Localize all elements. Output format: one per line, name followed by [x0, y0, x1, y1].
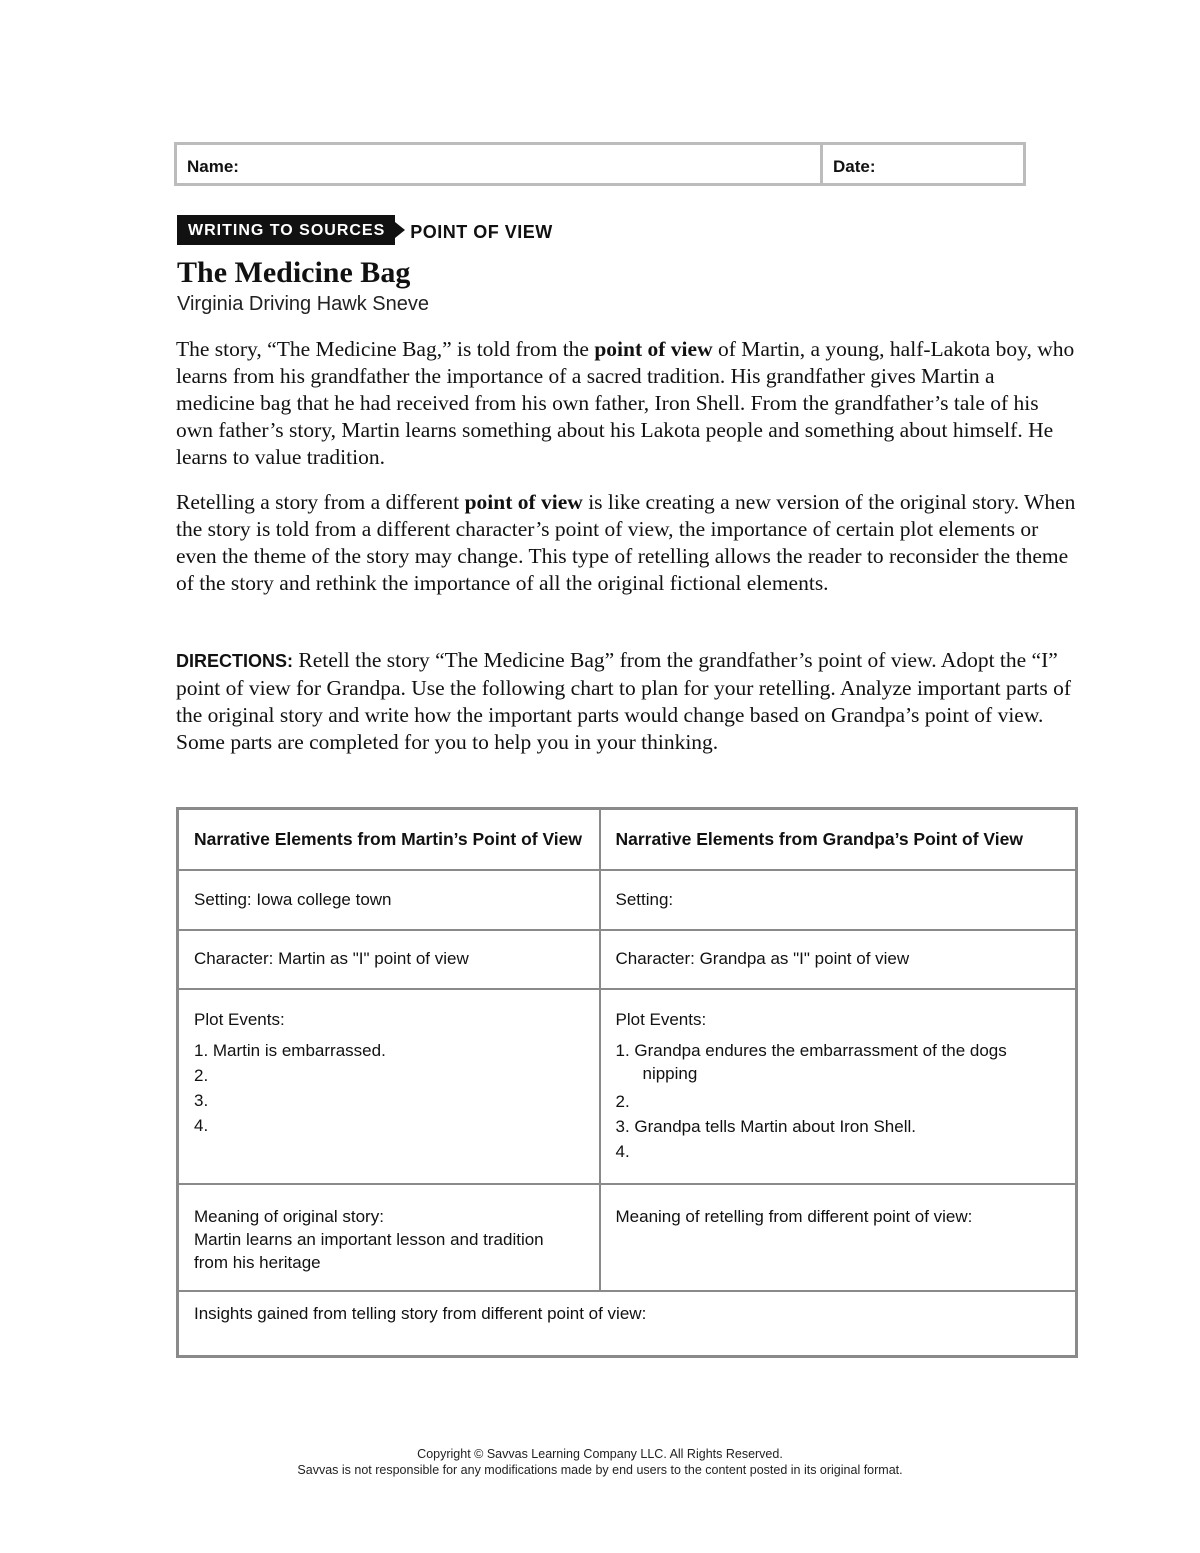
section-banner [177, 215, 553, 245]
directions-text: Retell the story “The Medicine Bag” from the grandfather’s point of view. Adopt the “I” point of view for Grandpa. Use the following chart to plan for your retelling. Analyze important parts of the original story and write how the important parts would change based on Grandpa’s point of view. Some parts are completed for you to help you in your thinking. [176, 648, 1071, 754]
meaning-original-line-1: Martin learns an important lesson and tradition [194, 1229, 544, 1249]
retelling-paragraph [176, 489, 1076, 597]
header-grandpa: Narrative Elements from Grandpa’s Point of View [600, 809, 1077, 870]
plot-left-item-4: 4. [194, 1115, 209, 1135]
setting-martin: Setting: Iowa college town [178, 870, 600, 930]
character-row [178, 930, 1077, 989]
plot-martin[interactable] [178, 989, 600, 1184]
character-grandpa: Character: Grandpa as "I" point of view [600, 930, 1077, 989]
disclaimer-line: Savvas is not responsible for any modifications made by end users to the content posted in its original format. [297, 1463, 903, 1477]
intro-text-b: of Martin, a young, half-Lakota boy, who learns from his grandfather the importance of a sacred tradition. His grandfather gives Martin a medicine bag that he had received from his own father, Iron Shell. From the grandfather’s tale of his own father’s story, Martin learns something about his Lakota people and something about himself. He learns to value tradition. [176, 337, 1075, 469]
plot-grandpa[interactable] [600, 989, 1077, 1184]
plot-left-item-3: 3. [194, 1090, 209, 1110]
meaning-original [178, 1184, 600, 1291]
copyright-line: Copyright © Savvas Learning Company LLC. All Rights Reserved. [417, 1447, 783, 1461]
retelling-text-a: Retelling a story from a different [176, 490, 465, 514]
name-label: Name: [187, 157, 239, 176]
banner-topic: POINT OF VIEW [410, 221, 553, 242]
header-martin: Narrative Elements from Martin’s Point of View [178, 809, 600, 870]
setting-row [178, 870, 1077, 930]
meaning-original-label: Meaning of original story: [194, 1206, 384, 1226]
plot-right-item-2: 2. [615, 1091, 630, 1111]
retelling-text-b: is like creating a new version of the original story. When the story is told from a different character’s point of view, the importance of certain plot elements or even the theme of the story may change. This type of retelling allows the reader to reconsider the theme of the story and rethink the importance of all the original fictional elements. [176, 490, 1076, 595]
plot-left-item-2: 2. [194, 1065, 209, 1085]
narrative-elements-chart [176, 807, 1078, 1358]
insights-row [178, 1291, 1077, 1357]
plot-label-left: Plot Events: [194, 1009, 285, 1029]
intro-bold-term: point of view [594, 337, 713, 361]
meaning-retelling-label: Meaning of retelling from different point of view: [615, 1206, 973, 1226]
plot-right-item-4: 4. [615, 1141, 630, 1161]
plot-right-item-3: 3. Grandpa tells Martin about Iron Shell. [615, 1116, 916, 1136]
plot-list-right [616, 1038, 1061, 1164]
intro-paragraph [176, 336, 1076, 471]
plot-label-right: Plot Events: [615, 1009, 707, 1029]
date-field[interactable] [823, 145, 1023, 183]
date-label: Date: [833, 157, 876, 176]
directions-label: DIRECTIONS: [176, 651, 293, 671]
name-date-box [174, 142, 1026, 186]
meaning-retelling[interactable] [600, 1184, 1077, 1291]
plot-left-item-1: 1. Martin is embarrassed. [194, 1040, 386, 1060]
name-field[interactable] [177, 145, 823, 183]
plot-right-item-1: 1. Grandpa endures the embarrassment of the dogs [615, 1040, 1007, 1060]
plot-right-item-1-cont: nipping [642, 1063, 698, 1083]
insights-cell[interactable] [178, 1291, 1077, 1357]
retelling-bold-term: point of view [464, 490, 583, 514]
story-title: The Medicine Bag [177, 256, 411, 289]
arrow-right-icon [395, 222, 405, 238]
chart-header-row [178, 809, 1077, 870]
plot-list-left [194, 1038, 584, 1138]
insights-label: Insights gained from telling story from different point of view: [194, 1303, 647, 1323]
story-author: Virginia Driving Hawk Sneve [177, 293, 429, 315]
plot-row [178, 989, 1077, 1184]
directions-paragraph [176, 647, 1076, 756]
character-martin: Character: Martin as "I" point of view [178, 930, 600, 989]
writing-to-sources-tag: WRITING TO SOURCES [177, 215, 395, 245]
meaning-row [178, 1184, 1077, 1291]
intro-text-a: The story, “The Medicine Bag,” is told from the [176, 337, 595, 361]
meaning-original-line-2: from his heritage [194, 1252, 321, 1272]
setting-grandpa[interactable]: Setting: [600, 870, 1077, 930]
